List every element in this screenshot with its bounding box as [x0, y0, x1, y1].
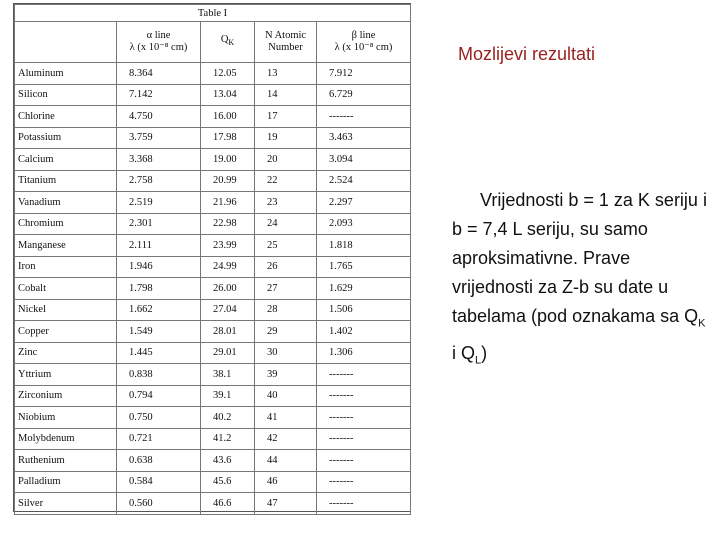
cell-qk: 43.6 — [201, 450, 255, 472]
table-row — [15, 106, 411, 128]
cell-n: 29 — [255, 321, 317, 343]
cell-n: 22 — [255, 170, 317, 192]
table-row — [15, 450, 411, 472]
cell-element: Potassium — [15, 127, 117, 149]
cell-element: Niobium — [15, 407, 117, 429]
cell-beta: 1.506 — [317, 299, 411, 321]
cell-beta: ------- — [317, 471, 411, 493]
side-text-main: Vrijednosti b = 1 za K seriju i b = 7,4 L seriju, su samo aproksimativne. Prave vrijednosti za Z-b su date u tabelama (pod oznakama sa Q — [452, 190, 707, 326]
table-row — [15, 84, 411, 106]
cell-element: Chlorine — [15, 106, 117, 128]
cell-beta: 1.629 — [317, 278, 411, 300]
cell-qk: 26.00 — [201, 278, 255, 300]
table-row — [15, 428, 411, 450]
cell-n: 28 — [255, 299, 317, 321]
cell-element: Titanium — [15, 170, 117, 192]
cell-beta: 2.524 — [317, 170, 411, 192]
cell-qk: 27.04 — [201, 299, 255, 321]
header-alpha — [117, 22, 201, 63]
cell-alpha: 2.111 — [117, 235, 201, 257]
table-row — [15, 321, 411, 343]
cell-qk: 39.1 — [201, 385, 255, 407]
cell-alpha: 8.364 — [117, 63, 201, 85]
header-qk — [201, 22, 255, 63]
table-row — [15, 235, 411, 257]
cell-beta: 2.297 — [317, 192, 411, 214]
cell-qk: 19.00 — [201, 149, 255, 171]
cell-beta: 1.402 — [317, 321, 411, 343]
table-row — [15, 127, 411, 149]
cell-qk: 24.99 — [201, 256, 255, 278]
cell-element: Palladium — [15, 471, 117, 493]
cell-element: Zirconium — [15, 385, 117, 407]
table-caption: Table I — [15, 5, 411, 22]
table-row — [15, 256, 411, 278]
cell-beta: ------- — [317, 106, 411, 128]
cell-alpha: 2.519 — [117, 192, 201, 214]
cell-n: 23 — [255, 192, 317, 214]
side-text-mid: i Q — [452, 342, 476, 363]
cell-beta: ------- — [317, 407, 411, 429]
cell-n: 46 — [255, 471, 317, 493]
cell-element: Silver — [15, 493, 117, 515]
cell-alpha: 1.946 — [117, 256, 201, 278]
cell-alpha: 1.549 — [117, 321, 201, 343]
cell-element: Nickel — [15, 299, 117, 321]
table-row — [15, 342, 411, 364]
side-title: Mozlijevi rezultati — [458, 44, 596, 64]
cell-n: 13 — [255, 63, 317, 85]
cell-qk: 23.99 — [201, 235, 255, 257]
cell-element: Silicon — [15, 84, 117, 106]
cell-qk: 45.6 — [201, 471, 255, 493]
header-atomic-1: N Atomic — [264, 30, 307, 41]
cell-element: Vanadium — [15, 192, 117, 214]
header-qk-label: Q — [220, 34, 229, 46]
header-element — [15, 22, 117, 63]
cell-n: 27 — [255, 278, 317, 300]
cell-qk: 12.05 — [201, 63, 255, 85]
cell-qk: 29.01 — [201, 342, 255, 364]
side-sub-l: L — [475, 354, 482, 367]
cell-n: 19 — [255, 127, 317, 149]
cell-element: Ruthenium — [15, 450, 117, 472]
table-row — [15, 149, 411, 171]
side-text-end: ) — [481, 342, 488, 363]
header-beta-line: β line — [351, 30, 376, 41]
cell-alpha: 7.142 — [117, 84, 201, 106]
cell-qk: 17.98 — [201, 127, 255, 149]
table-row — [15, 278, 411, 300]
cell-n: 17 — [255, 106, 317, 128]
cell-element: Manganese — [15, 235, 117, 257]
cell-n: 47 — [255, 493, 317, 515]
table-frame — [13, 3, 411, 512]
cell-alpha: 0.584 — [117, 471, 201, 493]
table-caption-row — [15, 5, 411, 22]
cell-beta: 1.306 — [317, 342, 411, 364]
cell-qk: 38.1 — [201, 364, 255, 386]
cell-element: Aluminum — [15, 63, 117, 85]
cell-alpha: 0.638 — [117, 450, 201, 472]
cell-beta: 1.765 — [317, 256, 411, 278]
table-header-row — [15, 22, 411, 63]
cell-element: Chromium — [15, 213, 117, 235]
side-sub-k: K — [698, 317, 706, 330]
cell-alpha: 3.759 — [117, 127, 201, 149]
cell-alpha: 1.798 — [117, 278, 201, 300]
header-alpha-unit: λ (x 10⁻⁸ cm) — [129, 42, 188, 53]
cell-n: 41 — [255, 407, 317, 429]
cell-qk: 13.04 — [201, 84, 255, 106]
header-atomic — [255, 22, 317, 63]
cell-element: Yttrium — [15, 364, 117, 386]
cell-alpha: 0.560 — [117, 493, 201, 515]
cell-beta: 6.729 — [317, 84, 411, 106]
table-row — [15, 170, 411, 192]
cell-alpha: 1.662 — [117, 299, 201, 321]
cell-beta: ------- — [317, 385, 411, 407]
cell-n: 26 — [255, 256, 317, 278]
header-atomic-2: Number — [268, 42, 303, 53]
cell-n: 39 — [255, 364, 317, 386]
table-row — [15, 63, 411, 85]
cell-element: Iron — [15, 256, 117, 278]
cell-element: Cobalt — [15, 278, 117, 300]
cell-alpha: 1.445 — [117, 342, 201, 364]
header-beta-unit: λ (x 10⁻⁸ cm) — [334, 42, 393, 53]
cell-beta: ------- — [317, 450, 411, 472]
cell-beta: 3.463 — [317, 127, 411, 149]
table-row — [15, 192, 411, 214]
table-row — [15, 213, 411, 235]
table-row — [15, 385, 411, 407]
cell-qk: 22.98 — [201, 213, 255, 235]
cell-n: 30 — [255, 342, 317, 364]
cell-alpha: 3.368 — [117, 149, 201, 171]
cell-n: 24 — [255, 213, 317, 235]
cell-element: Zinc — [15, 342, 117, 364]
table-row — [15, 493, 411, 515]
cell-beta: 2.093 — [317, 213, 411, 235]
cell-alpha: 2.301 — [117, 213, 201, 235]
cell-n: 20 — [255, 149, 317, 171]
cell-beta: 3.094 — [317, 149, 411, 171]
cell-qk: 21.96 — [201, 192, 255, 214]
cell-alpha: 0.750 — [117, 407, 201, 429]
cell-n: 40 — [255, 385, 317, 407]
cell-beta: ------- — [317, 493, 411, 515]
cell-alpha: 2.758 — [117, 170, 201, 192]
cell-element: Calcium — [15, 149, 117, 171]
cell-qk: 28.01 — [201, 321, 255, 343]
header-alpha-line: α line — [146, 30, 171, 41]
cell-qk: 41.2 — [201, 428, 255, 450]
cell-qk: 40.2 — [201, 407, 255, 429]
cell-n: 14 — [255, 84, 317, 106]
cell-qk: 20.99 — [201, 170, 255, 192]
table-row — [15, 471, 411, 493]
cell-beta: 7.912 — [317, 63, 411, 85]
cell-element: Molybdenum — [15, 428, 117, 450]
header-qk-sub: K — [228, 38, 235, 48]
cell-element: Copper — [15, 321, 117, 343]
header-beta — [317, 22, 411, 63]
cell-qk: 16.00 — [201, 106, 255, 128]
cell-alpha: 4.750 — [117, 106, 201, 128]
cell-alpha: 0.838 — [117, 364, 201, 386]
cell-n: 42 — [255, 428, 317, 450]
table-row — [15, 407, 411, 429]
table-row — [15, 364, 411, 386]
cell-qk: 46.6 — [201, 493, 255, 515]
cell-beta: 1.818 — [317, 235, 411, 257]
cell-n: 44 — [255, 450, 317, 472]
side-paragraph — [452, 186, 714, 375]
cell-beta: ------- — [317, 364, 411, 386]
table-row — [15, 299, 411, 321]
xray-table — [14, 4, 411, 515]
cell-beta: ------- — [317, 428, 411, 450]
cell-alpha: 0.721 — [117, 428, 201, 450]
cell-n: 25 — [255, 235, 317, 257]
cell-alpha: 0.794 — [117, 385, 201, 407]
